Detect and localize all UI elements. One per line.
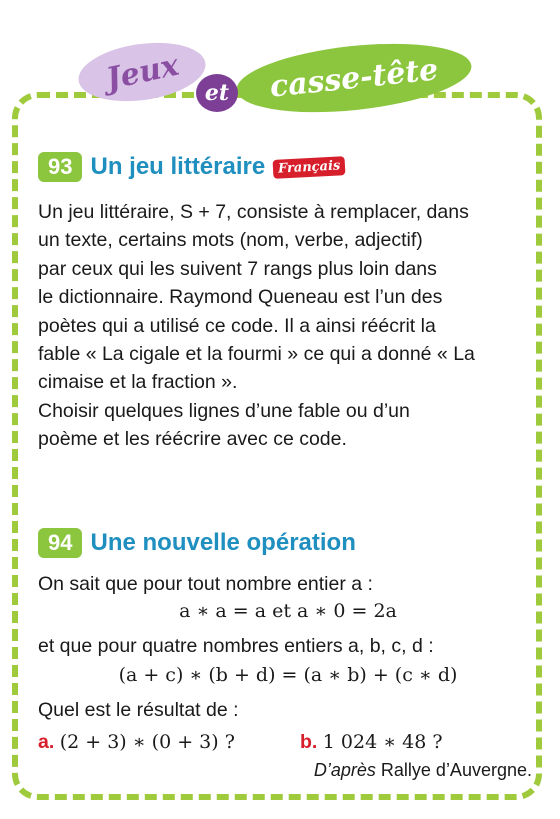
text-line: Un jeu littéraire, S + 7, consiste à remplacer, dans bbox=[38, 201, 469, 223]
question-a-label: a. bbox=[38, 731, 55, 753]
formula-2: (a + c) ∗ (b + d) = (a ∗ b) + (c ∗ d) bbox=[118, 664, 458, 686]
text-line: Choisir quelques lignes d’une fable ou d’un bbox=[38, 399, 410, 422]
exercise-93-header bbox=[38, 152, 346, 182]
header-et-label: et bbox=[204, 80, 230, 106]
text-line: cimaise et la fraction ». bbox=[38, 371, 238, 394]
exercise-94-line3: Quel est le résultat de : bbox=[38, 699, 239, 721]
exercise-94-header bbox=[38, 528, 356, 558]
text-line: poème et les réécrire avec ce code. bbox=[38, 428, 347, 451]
question-b bbox=[300, 728, 540, 756]
exercise-93-text bbox=[38, 198, 538, 454]
text-line: fable « La cigale et la fourmi » ce qui a donné « La bbox=[38, 343, 475, 366]
exercise-title: Une nouvelle opération bbox=[90, 529, 356, 556]
exercise-title: Un jeu littéraire bbox=[90, 153, 266, 180]
exercise-94-line2: et que pour quatre nombres entiers a, b, c, d : bbox=[38, 635, 434, 657]
text-line: poètes qui a utilisé ce code. Il a ainsi réécrit la bbox=[38, 314, 436, 337]
question-b-text: 1 024 ∗ 48 ? bbox=[322, 731, 443, 753]
exercise-94-line1: On sait que pour tout nombre entier a : bbox=[38, 573, 373, 595]
question-a-text: (2 + 3) ∗ (0 + 3) ? bbox=[59, 731, 235, 753]
text-line: par ceux qui les suivent 7 rangs plus loin dans bbox=[38, 257, 437, 280]
header-et-badge bbox=[196, 74, 238, 112]
exercise-number: 93 bbox=[38, 152, 82, 182]
header-jeux-label: Jeux bbox=[102, 47, 182, 97]
text-line: un texte, certains mots (nom, verbe, adjectif) bbox=[38, 229, 423, 252]
subject-tag: Français bbox=[273, 156, 346, 179]
source-text: Rallye d’Auvergne. bbox=[375, 760, 532, 780]
formula-1: a ∗ a = a et a ∗ 0 = 2a bbox=[179, 600, 397, 622]
exercise-number: 94 bbox=[38, 528, 82, 558]
source-prefix: D’après bbox=[313, 760, 376, 780]
header-casse-tete-label: casse-tête bbox=[268, 51, 440, 105]
question-b-label: b. bbox=[300, 731, 318, 753]
text-line: le dictionnaire. Raymond Queneau est l’un des bbox=[38, 286, 443, 309]
source-credit bbox=[314, 760, 532, 781]
